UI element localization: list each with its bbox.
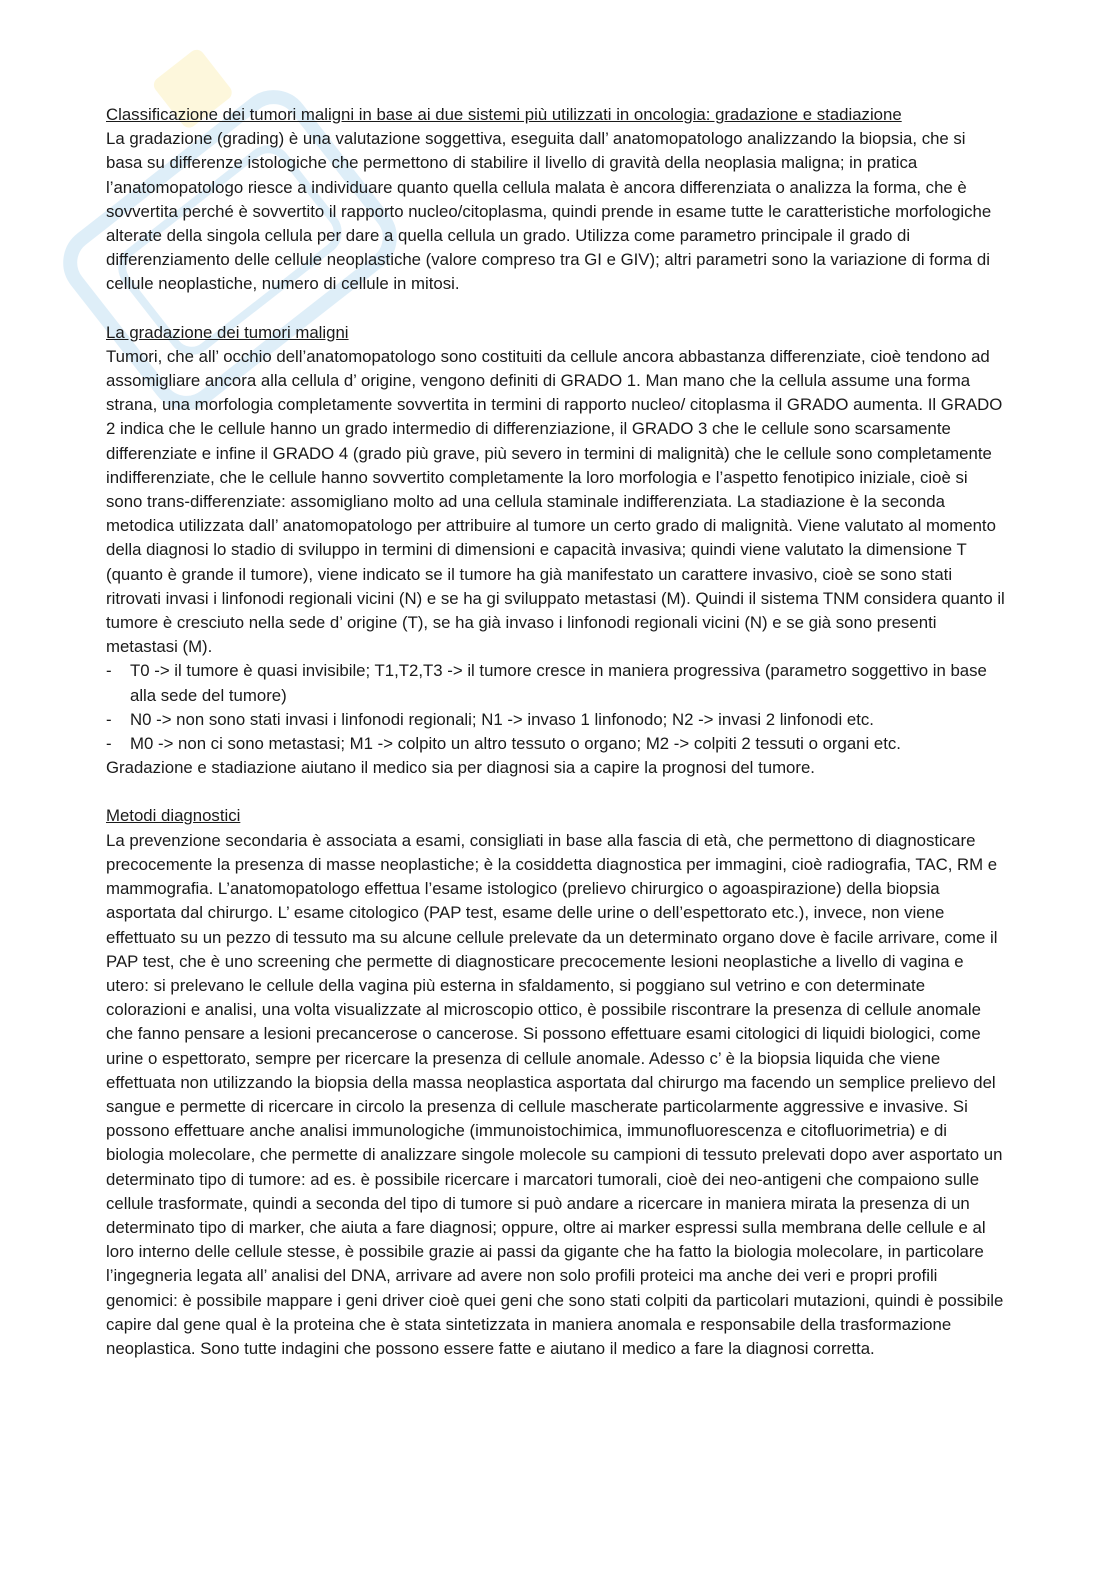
section-body: Tumori, che all’ occhio dell’anatomopatologo sono costituiti da cellule ancora abbastanza differenziate, cioè tendono ad assomigliare ancora alla cellula d’ origine, vengono definiti di GRADO 1. Man mano che la cellula assume una forma strana, una morfologia completamente sovvertita in termini di rapporto nucleo/ citoplasma il GRADO aumenta. Il GRADO 2 indica che le cellule hanno un grado intermedio di differenziazione, il GRADO 3 che le cellule sono scarsamente differenziate e infine il GRADO 4 (grado più grave, più severo in termini di malignità) che le cellule sono completamente indifferenziate, che le cellule hanno sovvertito completamente la loro morfologia e l’aspetto fenotipico iniziale, cioè si sono trans-differenziate: assomigliano molto ad una cellula staminale indifferenziata. La stadiazione è la seconda metodica utilizzata dall’ anatomopatologo per attribuire al tumore un certo grado di malignità. Viene valutato al momento della diagnosi lo stadio di sviluppo in termini di dimensioni e capacità invasiva; quindi viene valutato la dimensione T (quanto è grande il tumore), viene indicato se il tumore ha già manifestato un carattere invasivo, cioè se sono stati ritrovati invasi i linfonodi regionali vicini (N) e se ha gi sviluppato metastasi (M). Quindi il sistema TNM considera quanto il tumore è cresciuto nella sede d’ origine (T), se ha già invaso i linfonodi regionali vicini (N) e se già sono presenti metastasi (M). xyxy=(106,346,1005,657)
list-item-text: N0 -> non sono stati invasi i linfonodi regionali; N1 -> invaso 1 linfonodo; N2 -> invasi 2 linfonodi etc. xyxy=(130,709,874,729)
tnm-bullet-list xyxy=(106,659,1006,756)
list-item xyxy=(106,732,1006,756)
section-body: La gradazione (grading) è una valutazione soggettiva, eseguita dall’ anatomopatologo analizzando la biopsia, che si basa su differenze istologiche che permettono di stabilire il livello di gravità della neoplasia maligna; in pratica l’anatomopatologo riesce a individuare quanto quella cellula malata è ancora differenziata o analizza la forma, che è sovvertita perché è sovvertito il rapporto nucleo/citoplasma, quindi prende in esame tutte le caratteristiche morfologiche alterate della singola cellula per dare a quella cellula un grado. Utilizza come parametro principale il grado di differenziamento delle cellule neoplastiche (valore compreso tra GI e GIV); altri parametri sono la variazione di forma di cellule neoplastiche, numero di cellule in mitosi. xyxy=(106,129,992,294)
bullet-dash: - xyxy=(106,734,112,754)
section-spacer xyxy=(106,780,1006,804)
section-spacer xyxy=(106,297,1006,321)
list-item xyxy=(106,708,1006,732)
section-body: La prevenzione secondaria è associata a esami, consigliati in base alla fascia di età, che permettono di diagnosticare precocemente la presenza di masse neoplastiche; è la cosiddetta diagnostica per immagini, cioè radiografia, TAC, RM e mammografia. L’anatomopatologo effettua l’esame istologico (prelievo chirurgico o agoaspirazione) della biopsia asportata dal chirurgo. L’ esame citologico (PAP test, esame delle urine o dell’espettorato etc.), invece, non viene effettuato su un pezzo di tessuto ma su alcune cellule prelevate da un determinato organo dove è facile arrivare, come il PAP test, che è uno screening che permette di diagnosticare precocemente lesioni neoplastiche a livello di vagina e utero: si prelevano le cellule della vagina più esterna in sfaldamento, si poggiano sul vetrino e con determinate colorazioni e analisi, una volta visualizzate al microscopio ottico, è possibile riscontrare la presenza di cellule anomale che fanno pensare a lesioni precancerose o cancerose. Si possono effettuare esami citologici di liquidi biologici, come urine o espettorato, sempre per ricercare la presenza di cellule anomale. Adesso c’ è la biopsia liquida che viene effettuata non utilizzando la biopsia della massa neoplastica asportata dal chirurgo ma facendo un semplice prelievo del sangue e permette di ricercare in circolo la presenza di cellule mascherate particolarmente aggressive e invasive. Si possono effettuare anche analisi immunologiche (immunoistochimica, immunofluorescenza e citofluorimetria) e di biologia molecolare, che permette di analizzare singole molecole su campioni di tessuto prelevati dopo aver asportato un determinato tipo di tumore: ad es. è possibile ricercare i marcatori tumorali, cioè dei neo-antigeni che compaiono sulle cellule trasformate, quindi a seconda del tipo di tumore si può andare a ricercare in maniera mirata la presenza di un determinato tipo di marker, che aiuta a fare diagnosi; oppure, oltre ai marker espressi sulla membrana delle cellule e al loro interno delle cellule stesse, è possibile grazie ai passi da gigante che ha fatto la biologia molecolare, in particolare l’ingegneria legata all’ analisi del DNA, arrivare ad avere non solo profili proteici ma anche dei veri e propri profili genomici: è possibile mappare i geni driver cioè quei geni che sono stati colpiti da particolari mutazioni, quindi è possibile capire dal gene qual è la proteina che è stata sintetizzata in maniera anomala e responsabile della trasformazione neoplastica. Sono tutte indagini che possono essere fatte e aiutano il medico a fare la diagnosi corretta. xyxy=(106,830,1004,1358)
section-metodi xyxy=(106,804,1006,1361)
section-heading: La gradazione dei tumori maligni xyxy=(106,322,349,342)
section-heading: Classificazione dei tumori maligni in base ai due sistemi più utilizzati in oncologia: gradazione e stadiazione xyxy=(106,105,902,124)
list-item-text: T0 -> il tumore è quasi invisibile; T1,T2,T3 -> il tumore cresce in maniera progressiva (parametro soggettivo in base alla sede del tumore) xyxy=(130,661,987,705)
list-item xyxy=(106,659,1006,707)
section-heading: Metodi diagnostici xyxy=(106,806,241,826)
list-item-text: M0 -> non ci sono metastasi; M1 -> colpito un altro tessuto o organo; M2 -> colpiti 2 tessuti o organi etc. xyxy=(130,734,901,754)
section-gradazione xyxy=(106,321,1006,660)
bullet-dash: - xyxy=(106,661,112,681)
document-page xyxy=(106,103,1006,1361)
section-classificazione xyxy=(106,103,1006,297)
section-closing: Gradazione e stadiazione aiutano il medico sia per diagnosi sia a capire la prognosi del tumore. xyxy=(106,758,815,778)
bullet-dash: - xyxy=(106,709,112,729)
